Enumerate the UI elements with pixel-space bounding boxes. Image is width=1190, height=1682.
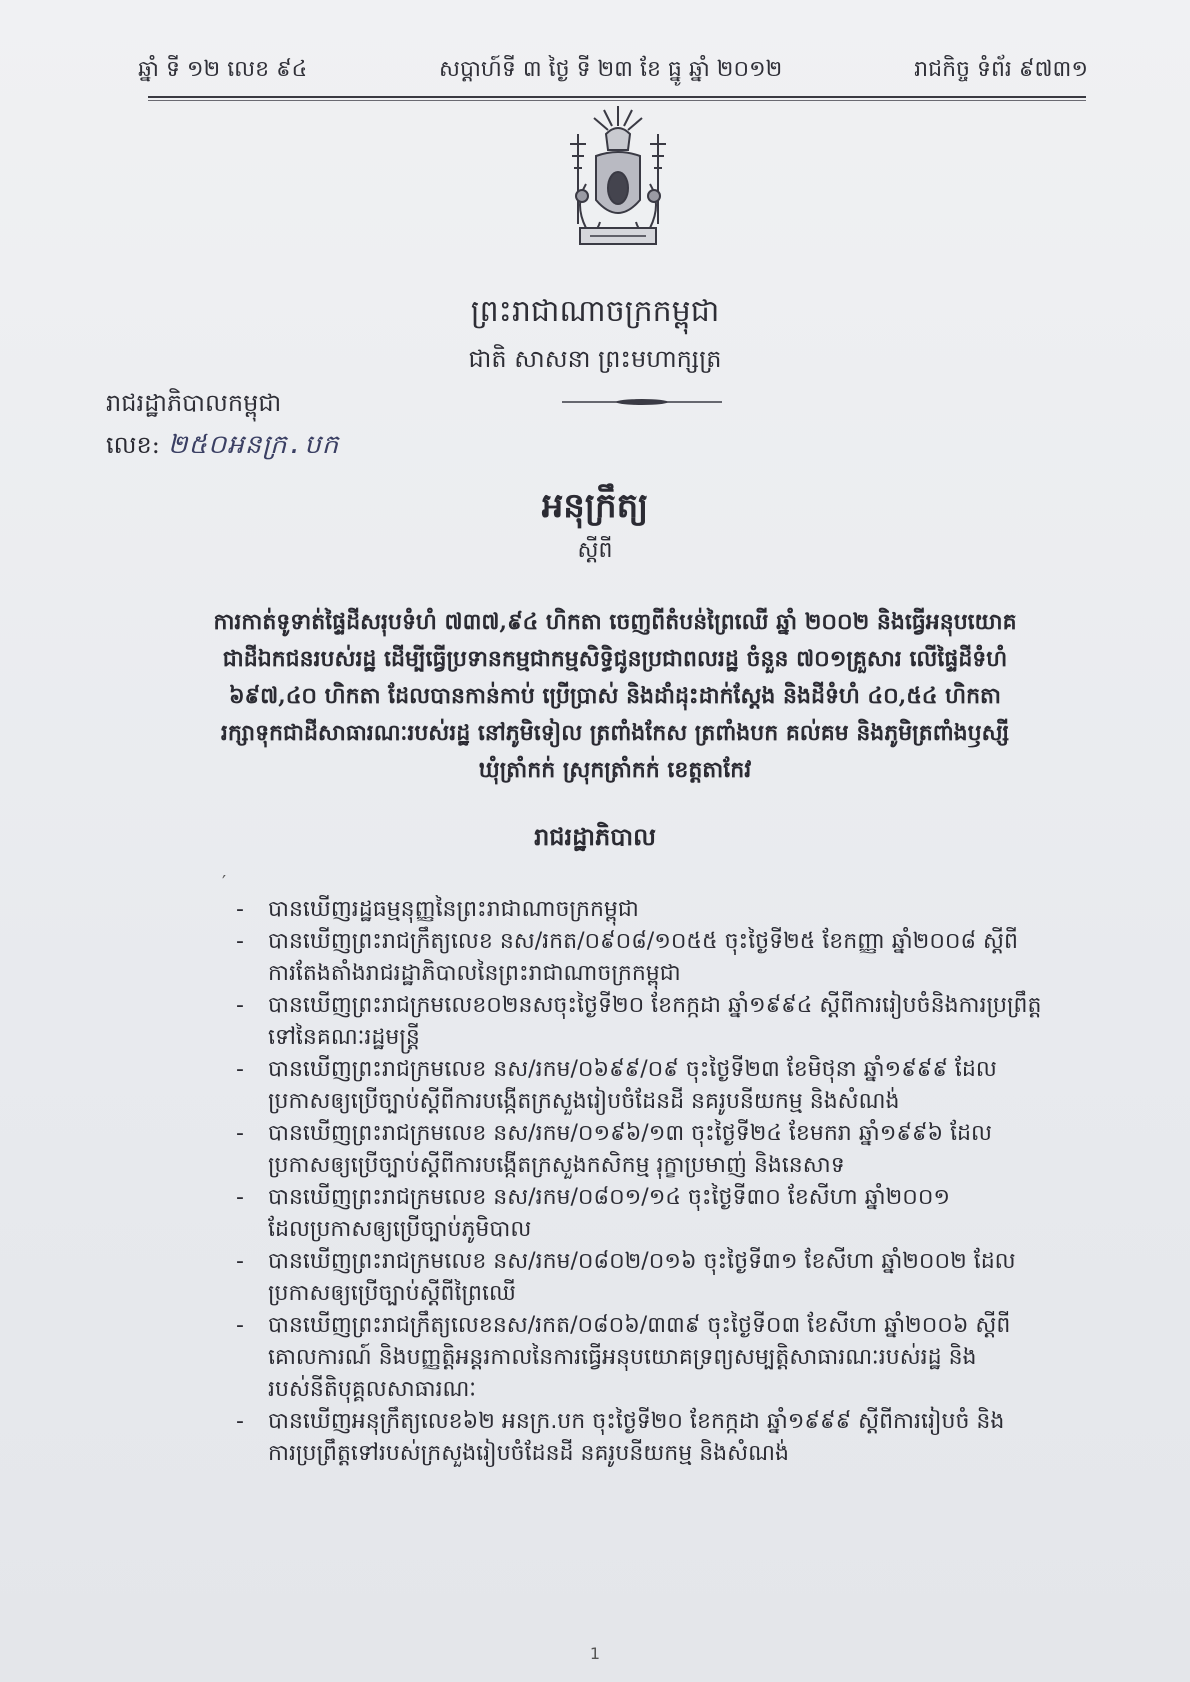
recital-line: - បានឃើញព្រះរាជក្រមលេខ នស/រកម/០៨០១/១៤ ចុះថ្ងៃទី៣០ ខែសីហា ឆ្នាំ២០០១ — [268, 1185, 951, 1210]
recital-line: គោលការណ៍ និងបញ្ញត្តិអន្តរកាលនៃការធ្វើអនុបយោគទ្រព្យសម្បត្តិសាធារណៈរបស់រដ្ឋ និង — [268, 1345, 977, 1370]
recital-item — [236, 990, 1116, 1054]
recital-line: ប្រកាសឲ្យប្រើច្បាប់ស្តីពីការបង្កើតក្រសួងកសិកម្ម រុក្ខាប្រមាញ់ និងនេសាទ — [268, 1153, 845, 1178]
recital-item — [236, 926, 1116, 990]
recital-line: - បានឃើញព្រះរាជក្រមលេខ នស/រកម/០១៩៦/១៣ ចុះថ្ងៃទី២៤ ខែមករា ឆ្នាំ១៩៩៦ ដែល — [268, 1121, 992, 1146]
subject-line: ការកាត់ទូទាត់ផ្ទៃដីសរុបទំហំ ៧៣៧,៩៤ ហិកតា ចេញពីតំបន់ព្រៃឈើ ឆ្នាំ ២០០២ និងធ្វើអនុបយោគ — [213, 609, 1017, 635]
issuing-authority: រាជរដ្ឋាភិបាល — [534, 822, 656, 851]
government-name: រាជរដ្ឋាភិបាលកម្ពុជា — [106, 389, 282, 417]
reference-label: លេខ: — [106, 430, 160, 459]
recital-line: ការប្រព្រឹត្តទៅរបស់ក្រសួងរៀបចំដែនដី នគរូបនីយកម្ម និងសំណង់ — [268, 1441, 789, 1466]
recital-item — [236, 1246, 1116, 1310]
gazette-date: សប្តាហ៍ទី ៣ ថ្ងៃ ទី ២៣ ខែ ធ្នូ ឆ្នាំ ២០១២ — [439, 57, 783, 82]
recital-item — [236, 1406, 1116, 1470]
gazette-year-issue: ឆ្នាំ ទី ១២ លេខ ៩៤ — [138, 57, 308, 82]
kingdom-title: ព្រះរាជាណាចក្រកម្ពុជា — [470, 294, 720, 329]
reference-number: ២៥០អនក្រ.បក — [167, 430, 340, 460]
subject-line: ៦៩៧,៤០ ហិកតា ដែលបានកាន់កាប់ ប្រើប្រាស់ និងដាំដុះដាក់ស្តែង និងដីទំហំ ៤០,៥៤ ហិកតា — [228, 683, 1001, 709]
recital-list — [236, 894, 1116, 1470]
recital-line: - បានឃើញអនុក្រឹត្យលេខ៦២ អនក្រ.បក ចុះថ្ងៃទី២០ ខែកក្កដា ឆ្នាំ១៩៩៩ ស្តីពីការរៀបចំ និង — [268, 1409, 1005, 1434]
reference-row — [106, 428, 339, 466]
pen-tick-mark: ′ — [222, 872, 227, 893]
recital-item — [236, 1310, 1116, 1406]
recital-line: - បានឃើញព្រះរាជក្រមលេខ០២នសចុះថ្ងៃទី២០ ខែកក្កដា ឆ្នាំ១៩៩៤ ស្តីពីការរៀបចំនិងការប្រព្រឹត្ត — [268, 993, 1042, 1018]
recital-line: ការតែងតាំងរាជរដ្ឋាភិបាលនៃព្រះរាជាណាចក្រកម្ពុជា — [268, 961, 681, 986]
ornamental-divider — [562, 398, 722, 406]
document-about: ស្តីពី — [577, 538, 613, 563]
national-motto: ជាតិ សាសនា ព្រះមហាក្សត្រ — [468, 345, 722, 373]
recital-item — [236, 894, 1116, 926]
header-rule-thin — [148, 100, 1086, 101]
recital-line: - បានឃើញព្រះរាជក្រឹត្យលេខនស/រកត/០៨០៦/៣៣៩ ចុះថ្ងៃទី០៣ ខែសីហា ឆ្នាំ២០០៦ ស្តីពី — [268, 1313, 1011, 1338]
recital-line: - បានឃើញព្រះរាជក្រមលេខ នស/រកម/០៦៩៩/០៩ ចុះថ្ងៃទី២៣ ខែមិថុនា ឆ្នាំ១៩៩៩ ដែល — [268, 1057, 997, 1082]
gazette-header — [138, 52, 1088, 90]
recital-item — [236, 1118, 1116, 1182]
recital-line: - បានឃើញព្រះរាជក្រឹត្យលេខ នស/រកត/០៩០៨/១០៥៥ ចុះថ្ងៃទី២៥ ខែកញ្ញា ឆ្នាំ២០០៨ ស្តីពី — [268, 929, 1018, 954]
recital-line: - បានឃើញព្រះរាជក្រមលេខ នស/រកម/០៨០២/០១៦ ចុះថ្ងៃទី៣១ ខែសីហា ឆ្នាំ២០០២ ដែល — [268, 1249, 1016, 1274]
page-number: 1 — [589, 1644, 601, 1663]
recital-item — [236, 1182, 1116, 1246]
gazette-page: រាជកិច្ច ទំព័រ ៩៧៣១ — [914, 57, 1088, 82]
subject-line: ឃុំត្រាំកក់ ស្រុកត្រាំកក់ ខេត្តតាកែវ — [478, 757, 752, 783]
recital-line: ប្រកាសឲ្យប្រើច្បាប់ស្តីពីព្រៃឈើ — [268, 1281, 516, 1306]
recital-line: ទៅនៃគណៈរដ្ឋមន្ត្រី — [268, 1025, 420, 1050]
recital-line: ដែលប្រកាសឲ្យប្រើច្បាប់ភូមិបាល — [268, 1217, 532, 1242]
document-type: អនុក្រឹត្យ — [541, 486, 649, 526]
recital-line: របស់នីតិបុគ្គលសាធារណៈ — [268, 1377, 477, 1402]
header-rule — [148, 96, 1086, 98]
recital-line: ប្រកាសឲ្យប្រើច្បាប់ស្តីពីការបង្កើតក្រសួងរៀបចំដែនដី នគរូបនីយកម្ម និងសំណង់ — [268, 1089, 900, 1114]
subject-line: រក្សាទុកជាដីសាធារណៈរបស់រដ្ឋ នៅភូមិទៀល ត្រពាំងកែស ត្រពាំងបក គល់គម និងភូមិត្រពាំងឫស្សី — [220, 720, 1010, 746]
recital-line: - បានឃើញរដ្ឋធម្មនុញ្ញនៃព្រះរាជាណាចក្រកម្ពុជា — [268, 897, 639, 922]
document-subject — [150, 604, 1080, 789]
recital-item — [236, 1054, 1116, 1118]
royal-coat-of-arms-icon — [556, 104, 680, 280]
subject-line: ជាដីឯកជនរបស់រដ្ឋ ដើម្បីធ្វើប្រទានកម្មជាកម្មសិទ្ធិជូនប្រជាពលរដ្ឋ ចំនួន ៧០១គ្រួសារ លើផ្ទៃដីទំហំ — [222, 646, 1008, 672]
